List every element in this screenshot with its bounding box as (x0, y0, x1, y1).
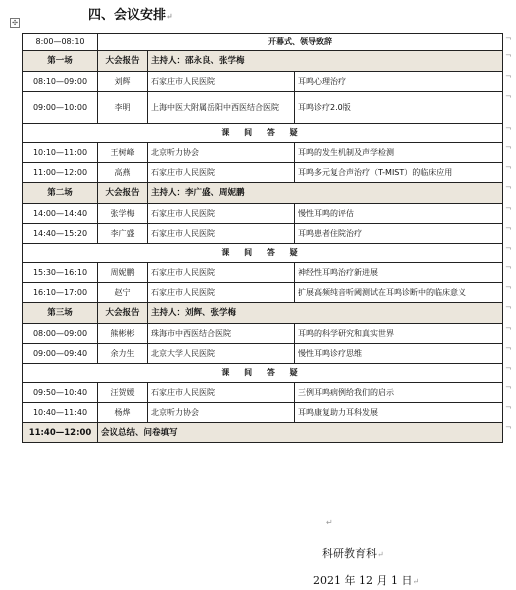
break-label-cell: 课 间 答 疑 (23, 364, 503, 383)
session-label-cell: 第一场 (23, 51, 98, 72)
time-cell: 16:10—17:00 (23, 283, 98, 303)
closing-row (23, 423, 503, 443)
row-end-mark-icon: ¬ (505, 324, 512, 333)
time-cell: 09:00—09:40 (23, 344, 98, 364)
agenda-table-body (23, 34, 503, 443)
row-end-mark-icon: ¬ (505, 224, 512, 233)
agenda-row (23, 204, 503, 224)
org-cell: 石家庄市人民医院 (148, 263, 295, 283)
time-cell: 08:10—09:00 (23, 72, 98, 92)
break-row (23, 244, 503, 263)
topic-cell: 耳鸣患者住院治疗 (295, 224, 503, 244)
speaker-cell: 汪贺媛 (98, 383, 148, 403)
time-cell: 10:40—11:40 (23, 403, 98, 423)
row-end-mark-icon: ¬ (505, 244, 512, 253)
topic-cell: 慢性耳鸣的评估 (295, 204, 503, 224)
agenda-row (23, 344, 503, 364)
row-end-mark-icon: ¬ (505, 283, 512, 292)
footer-date-text: 2021 年 12 月 1 日 (313, 574, 413, 587)
org-cell: 石家庄市人民医院 (148, 204, 295, 224)
session-type-cell: 大会报告 (98, 51, 148, 72)
row-end-mark-icon: ¬ (505, 303, 512, 312)
row-end-mark-icon: ¬ (505, 92, 512, 101)
session-host-cell: 主持人：邵永良、张学梅 (148, 51, 503, 72)
speaker-cell: 张学梅 (98, 204, 148, 224)
time-cell: 09:00—10:00 (23, 92, 98, 124)
topic-cell: 耳鸣多元复合声治疗（T-MIST）的临床应用 (295, 163, 503, 183)
table-move-handle-icon[interactable]: ✣ (10, 18, 20, 28)
break-row (23, 124, 503, 143)
row-end-mark-icon: ¬ (505, 72, 512, 81)
heading-text: 四、会议安排 (88, 8, 167, 23)
time-cell: 10:10—11:00 (23, 143, 98, 163)
speaker-cell: 周妮鹏 (98, 263, 148, 283)
topic-cell: 神经性耳鸣治疗新进展 (295, 263, 503, 283)
topic-cell: 开幕式、领导致辞 (98, 34, 503, 51)
row-end-mark-icon: ¬ (505, 124, 512, 133)
topic-cell: 扩展高频纯音听阈测试在耳鸣诊断中的临床意义 (295, 283, 503, 303)
break-row (23, 364, 503, 383)
speaker-cell: 李广盛 (98, 224, 148, 244)
session-header-row (23, 51, 503, 72)
row-end-mark-icon: ¬ (505, 263, 512, 272)
org-cell: 石家庄市人民医院 (148, 72, 295, 92)
time-cell: 09:50—10:40 (23, 383, 98, 403)
agenda-row (23, 72, 503, 92)
agenda-row (23, 224, 503, 244)
row-end-mark-icon: ¬ (505, 34, 512, 43)
agenda-row (23, 263, 503, 283)
speaker-cell: 高燕 (98, 163, 148, 183)
org-cell: 北京听力协会 (148, 143, 295, 163)
session-header-row (23, 303, 503, 324)
speaker-cell: 王树峰 (98, 143, 148, 163)
session-header-row (23, 183, 503, 204)
row-end-mark-icon: ¬ (505, 344, 512, 353)
speaker-cell: 李明 (98, 92, 148, 124)
row-end-mark-icon: ¬ (505, 423, 512, 432)
topic-cell: 耳鸣的科学研究和真实世界 (295, 324, 503, 344)
topic-cell: 会议总结、问卷填写 (98, 423, 503, 443)
row-end-mark-icon: ¬ (505, 183, 512, 192)
paragraph-mark-icon: ↵ (166, 11, 173, 21)
speaker-cell: 熊彬彬 (98, 324, 148, 344)
break-label-cell: 课 间 答 疑 (23, 124, 503, 143)
topic-cell: 耳鸣康复助力耳科发展 (295, 403, 503, 423)
agenda-row (23, 283, 503, 303)
paragraph-mark-icon: ↵ (326, 518, 333, 527)
session-type-cell: 大会报告 (98, 303, 148, 324)
org-cell: 石家庄市人民医院 (148, 224, 295, 244)
org-cell: 珠海市中西医结合医院 (148, 324, 295, 344)
row-end-mark-icon: ¬ (505, 204, 512, 213)
session-host-cell: 主持人：刘辉、张学梅 (148, 303, 503, 324)
org-cell: 石家庄市人民医院 (148, 163, 295, 183)
time-cell: 11:00—12:00 (23, 163, 98, 183)
speaker-cell: 杨烨 (98, 403, 148, 423)
topic-cell: 三例耳鸣病例给我们的启示 (295, 383, 503, 403)
row-end-mark-icon: ¬ (505, 403, 512, 412)
time-cell: 11:40—12:00 (23, 423, 98, 443)
footer-department (322, 545, 384, 561)
org-cell: 石家庄市人民医院 (148, 383, 295, 403)
paragraph-mark-icon: ↵ (377, 550, 384, 559)
row-end-mark-icon: ¬ (505, 163, 512, 172)
footer-department-text: 科研教育科 (322, 547, 377, 560)
session-type-cell: 大会报告 (98, 183, 148, 204)
paragraph-mark-icon: ↵ (412, 577, 420, 586)
agenda-row (23, 143, 503, 163)
opening-row (23, 34, 503, 51)
org-cell: 北京大学人民医院 (148, 344, 295, 364)
time-cell: 14:40—15:20 (23, 224, 98, 244)
agenda-row (23, 163, 503, 183)
topic-cell: 耳鸣心理治疗 (295, 72, 503, 92)
org-cell: 石家庄市人民医院 (148, 283, 295, 303)
topic-cell: 耳鸣诊疗2.0版 (295, 92, 503, 124)
section-heading (88, 4, 173, 23)
org-cell: 上海中医大附属岳阳中西医结合医院 (148, 92, 295, 124)
row-end-mark-icon: ¬ (505, 143, 512, 152)
agenda-row (23, 403, 503, 423)
agenda-row (23, 92, 503, 124)
agenda-row (23, 383, 503, 403)
footer-date (313, 572, 419, 588)
speaker-cell: 刘辉 (98, 72, 148, 92)
session-label-cell: 第三场 (23, 303, 98, 324)
topic-cell: 耳鸣的发生机制及声学检测 (295, 143, 503, 163)
session-label-cell: 第二场 (23, 183, 98, 204)
agenda-row (23, 324, 503, 344)
time-cell: 14:00—14:40 (23, 204, 98, 224)
speaker-cell: 赵宁 (98, 283, 148, 303)
break-label-cell: 课 间 答 疑 (23, 244, 503, 263)
topic-cell: 慢性耳鸣诊疗思维 (295, 344, 503, 364)
row-end-mark-icon: ¬ (505, 383, 512, 392)
agenda-table (22, 33, 503, 443)
session-host-cell: 主持人：李广盛、周妮鹏 (148, 183, 503, 204)
row-end-mark-icon: ¬ (505, 51, 512, 60)
row-end-mark-icon: ¬ (505, 364, 512, 373)
org-cell: 北京听力协会 (148, 403, 295, 423)
time-cell: 08:00—09:00 (23, 324, 98, 344)
time-cell: 8:00—08:10 (23, 34, 98, 51)
speaker-cell: 余力生 (98, 344, 148, 364)
time-cell: 15:30—16:10 (23, 263, 98, 283)
